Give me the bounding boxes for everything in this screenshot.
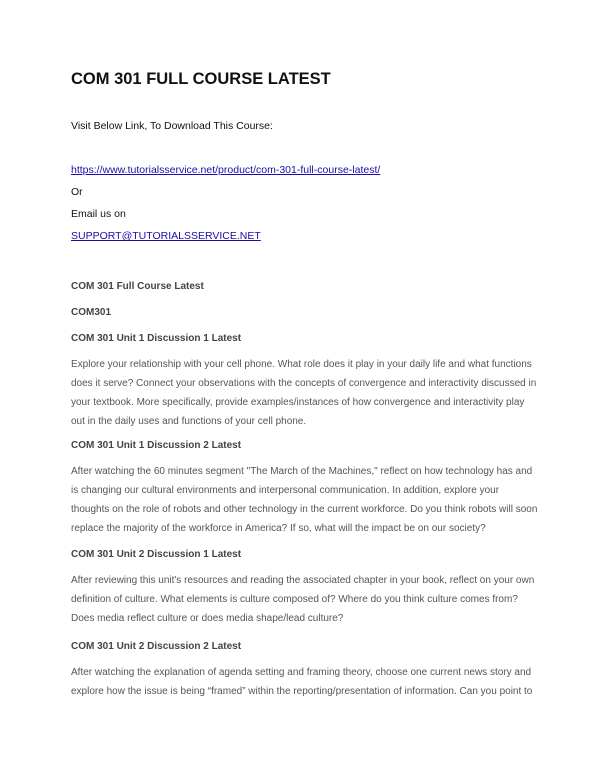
section-body [71, 571, 535, 628]
intro-text: Visit Below Link, To Download This Course: [71, 120, 273, 132]
email-label: Email us on [71, 208, 126, 220]
course-link[interactable]: https://www.tutorialsservice.net/product/com-301-full-course-latest/ [71, 164, 381, 176]
body-line: After watching the explanation of agenda setting and framing theory, choose one current news story and [71, 667, 532, 678]
body-line: your textbook. More specifically, provide examples/instances of how convergence and interactivity play [71, 397, 525, 408]
body-line: replace the majority of the workforce in America? If so, what will the impact be on our society? [71, 523, 486, 534]
course-heading: COM 301 Full Course Latest [71, 281, 204, 292]
body-line: After watching the 60 minutes segment "The March of the Machines," reflect on how technology has and [71, 466, 533, 477]
section-heading: COM 301 Unit 1 Discussion 1 Latest [71, 333, 242, 344]
body-line: Does media reflect culture or does media shape/lead culture? [71, 613, 344, 624]
body-line: out in the daily uses and functions of your cell phone. [71, 416, 307, 427]
section-body [71, 355, 537, 431]
body-line: After reviewing this unit's resources and reading the associated chapter in your book, reflect on your own [71, 575, 535, 586]
body-line: definition of culture. What elements is culture composed of? Where do you think culture comes from? [71, 594, 518, 605]
or-text: Or [71, 186, 83, 198]
body-line: thoughts on the role of robots and other technology in the current workforce. Do you think robots will soon [71, 504, 538, 515]
section-heading: COM 301 Unit 2 Discussion 2 Latest [71, 641, 242, 652]
section-body [71, 462, 538, 538]
page-title: COM 301 FULL COURSE LATEST [71, 70, 331, 88]
body-line: is changing our cultural environments and interpersonal communication. In addition, explore your [71, 485, 500, 496]
section-heading: COM 301 Unit 2 Discussion 1 Latest [71, 549, 242, 560]
body-line: explore how the issue is being “framed” within the reporting/presentation of information. Can you point to [71, 686, 533, 697]
body-line: Explore your relationship with your cell phone. What role does it play in your daily life and what functions [71, 359, 532, 370]
body-line: does it serve? Connect your observations with the concepts of convergence and interactivity discussed in [71, 378, 537, 389]
section-heading: COM 301 Unit 1 Discussion 2 Latest [71, 440, 242, 451]
email-link[interactable]: SUPPORT@TUTORIALSSERVICE.NET [71, 230, 261, 242]
section-body [71, 663, 531, 701]
course-code: COM301 [71, 307, 112, 318]
